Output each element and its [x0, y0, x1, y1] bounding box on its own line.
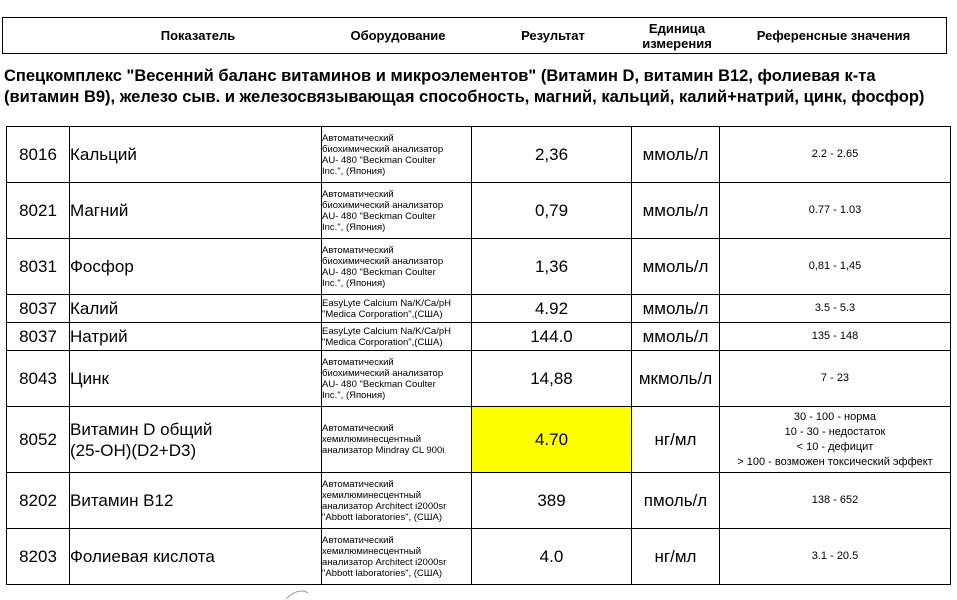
- test-name-line: Витамин D общий: [70, 419, 213, 439]
- reference-cell: [720, 407, 951, 473]
- test-name: Натрий: [70, 323, 322, 351]
- equipment-line: хемилюминесцентный: [322, 489, 422, 501]
- reference-cell: [720, 239, 951, 295]
- reference-line: > 100 - возможен токсический эффект: [737, 455, 933, 468]
- equipment-line: "Medica Corporation",(США): [322, 336, 443, 348]
- test-name: Кальций: [70, 127, 322, 183]
- reference-cell: [720, 473, 951, 529]
- test-code: 8037: [7, 323, 70, 351]
- result-value: 14,88: [472, 351, 632, 407]
- test-name: Витамин B12: [70, 473, 322, 529]
- equipment-line: Автоматический: [322, 478, 394, 490]
- header-result: Результат: [521, 28, 585, 43]
- equipment-line: "Medica Corporation",(США): [322, 308, 443, 320]
- equipment-line: "Abbott laboratories", (США): [322, 567, 442, 579]
- reference-line: 0.77 - 1.03: [808, 204, 862, 216]
- test-name-line: (25-OH)(D2+D3): [70, 440, 197, 460]
- unit-cell: ммоль/л: [632, 183, 720, 239]
- test-code: 8043: [7, 351, 70, 407]
- reference-line: 135 - 148: [811, 330, 859, 342]
- test-name: [70, 407, 322, 473]
- unit-cell: мкмоль/л: [632, 351, 720, 407]
- equipment-line: AU- 480 "Beckman Coulter: [322, 210, 436, 222]
- equipment-line: биохимический анализатор: [322, 199, 444, 211]
- equipment-cell: [322, 407, 472, 473]
- results-body: [7, 127, 951, 585]
- equipment-line: анализатор Mindray CL 900i: [322, 445, 445, 456]
- equipment-line: Автоматический: [322, 534, 394, 546]
- result-value: 4.92: [472, 295, 632, 323]
- equipment-line: хемилюминесцентный: [322, 434, 422, 445]
- test-code: 8031: [7, 239, 70, 295]
- equipment-line: Inc.", (Япония): [322, 221, 386, 233]
- reference-cell: [720, 323, 951, 351]
- unit-cell: ммоль/л: [632, 127, 720, 183]
- reference-line: 0,81 - 1,45: [808, 260, 862, 272]
- equipment-line: EasyLyte Calcium Na/K/Ca/pH: [322, 297, 452, 309]
- header-unit: [633, 18, 721, 53]
- reference-line: 10 - 30 - недостаток: [784, 425, 886, 438]
- header-reference: Референсные значения: [756, 28, 911, 43]
- section-title: Спецкомплекс "Весенний баланс витаминов и микроэлементов" (Витамин D, витамин B12, фолиевая к-та (витамин B9), железо сыв. и железосвязывающая способность, магний, кальций, калий+натрий, цинк, фосфор): [4, 67, 925, 106]
- result-value: 4.70: [472, 407, 632, 473]
- equipment-line: Автоматический: [322, 132, 394, 144]
- equipment-line: биохимический анализатор: [322, 367, 444, 379]
- test-code: 8037: [7, 295, 70, 323]
- results-table: [6, 126, 951, 585]
- equipment-line: "Abbott laboratories", (США): [322, 511, 442, 523]
- equipment-line: Автоматический: [322, 423, 394, 434]
- header-equipment: Оборудование: [350, 28, 446, 43]
- equipment-cell: [322, 239, 472, 295]
- equipment-cell: [322, 351, 472, 407]
- test-name: Магний: [70, 183, 322, 239]
- equipment-line: AU- 480 "Beckman Coulter: [322, 266, 436, 278]
- equipment-line: Автоматический: [322, 356, 394, 368]
- equipment-line: биохимический анализатор: [322, 143, 444, 155]
- test-name: Калий: [70, 295, 322, 323]
- table-row: [7, 295, 951, 323]
- test-code: 8203: [7, 529, 70, 585]
- test-name: Цинк: [70, 351, 322, 407]
- test-code: 8052: [7, 407, 70, 473]
- table-row: [7, 473, 951, 529]
- test-code: 8202: [7, 473, 70, 529]
- equipment-line: анализатор Architect i2000sr: [322, 500, 447, 512]
- reference-cell: [720, 295, 951, 323]
- results-header: [2, 17, 947, 54]
- table-row: [7, 529, 951, 585]
- test-name: Фосфор: [70, 239, 322, 295]
- equipment-cell: [322, 183, 472, 239]
- equipment-line: анализатор Architect i2000sr: [322, 556, 447, 568]
- reference-line: < 10 - дефицит: [796, 440, 874, 453]
- unit-cell: ммоль/л: [632, 295, 720, 323]
- reference-cell: [720, 351, 951, 407]
- unit-cell: ммоль/л: [632, 239, 720, 295]
- equipment-line: Автоматический: [322, 244, 394, 256]
- reference-cell: [720, 183, 951, 239]
- equipment-cell: [322, 323, 472, 351]
- reference-line: 30 - 100 - норма: [793, 410, 877, 423]
- equipment-cell: [322, 127, 472, 183]
- test-code: 8016: [7, 127, 70, 183]
- table-row: [7, 239, 951, 295]
- reference-line: 3.1 - 20.5: [811, 550, 859, 562]
- equipment-line: биохимический анализатор: [322, 255, 444, 267]
- table-row: [7, 407, 951, 473]
- equipment-line: Inc.", (Япония): [322, 165, 386, 177]
- result-value: 1,36: [472, 239, 632, 295]
- reference-line: 2.2 - 2.65: [811, 148, 859, 160]
- table-row: [7, 183, 951, 239]
- header-unit-line2: измерения: [642, 35, 712, 51]
- reference-cell: [720, 127, 951, 183]
- table-row: [7, 323, 951, 351]
- test-name: Фолиевая кислота: [70, 529, 322, 585]
- result-value: 144.0: [472, 323, 632, 351]
- equipment-line: Автоматический: [322, 188, 394, 200]
- result-value: 2,36: [472, 127, 632, 183]
- header-indicator: Показатель: [160, 28, 236, 43]
- reference-line: 138 - 652: [811, 494, 859, 506]
- equipment-cell: [322, 295, 472, 323]
- equipment-line: Inc.", (Япония): [322, 389, 386, 401]
- table-row: [7, 351, 951, 407]
- unit-cell: пмоль/л: [632, 473, 720, 529]
- reference-line: 3.5 - 5.3: [814, 302, 856, 314]
- reference-line: 7 - 23: [820, 372, 850, 384]
- result-value: 0,79: [472, 183, 632, 239]
- header-unit-line1: Единица: [648, 20, 706, 36]
- handwritten-mark-icon: [282, 588, 312, 600]
- table-row: [7, 127, 951, 183]
- unit-cell: нг/мл: [632, 407, 720, 473]
- equipment-line: AU- 480 "Beckman Coulter: [322, 154, 436, 166]
- unit-cell: ммоль/л: [632, 323, 720, 351]
- test-code: 8021: [7, 183, 70, 239]
- result-value: 4.0: [472, 529, 632, 585]
- equipment-line: хемилюминесцентный: [322, 545, 422, 557]
- equipment-cell: [322, 529, 472, 585]
- unit-cell: нг/мл: [632, 529, 720, 585]
- equipment-line: AU- 480 "Beckman Coulter: [322, 378, 436, 390]
- equipment-cell: [322, 473, 472, 529]
- equipment-line: EasyLyte Calcium Na/K/Ca/pH: [322, 325, 452, 337]
- equipment-line: Inc.", (Япония): [322, 277, 386, 289]
- reference-cell: [720, 529, 951, 585]
- result-value: 389: [472, 473, 632, 529]
